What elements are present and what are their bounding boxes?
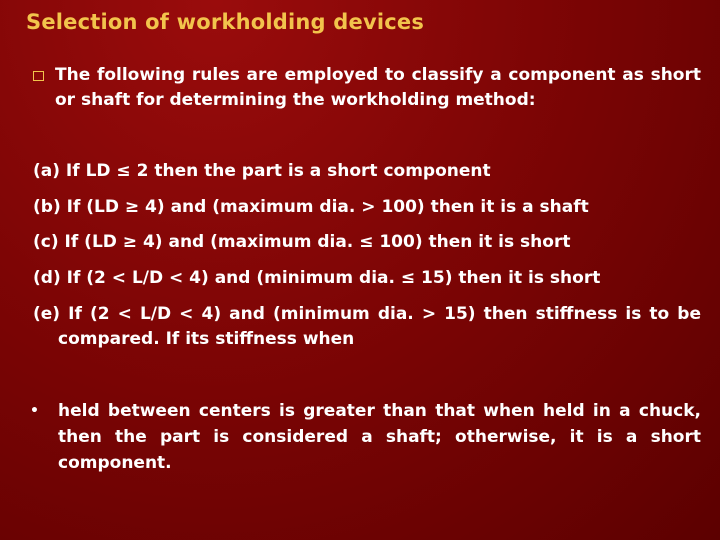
note-text: held between centers is greater than that when held in a chuck, then the part is considered a shaft; otherwise, it is a short component.	[58, 401, 701, 473]
checkbox-bullet-icon	[33, 71, 44, 81]
intro-text: The following rules are employed to classify a component as short or shaft for determining the workholding method:	[55, 65, 701, 110]
note-paragraph	[30, 398, 701, 476]
rule-d: (d) If (2 < L/D < 4) and (minimum dia. ≤ 15) then it is short	[33, 268, 601, 288]
rule-e-text: (e) If (2 < L/D < 4) and (minimum dia. > 15) then stiffness is to be compared. If its stiffness when	[33, 304, 701, 349]
dot-bullet-icon: •	[30, 403, 39, 419]
rule-e	[33, 302, 701, 352]
rule-c: (c) If (LD ≥ 4) and (maximum dia. ≤ 100) then it is short	[33, 232, 571, 252]
rule-a: (a) If LD ≤ 2 then the part is a short component	[33, 161, 491, 181]
rule-b: (b) If (LD ≥ 4) and (maximum dia. > 100) then it is a shaft	[33, 197, 589, 217]
intro-paragraph	[33, 63, 701, 113]
slide-title: Selection of workholding devices	[26, 10, 425, 34]
